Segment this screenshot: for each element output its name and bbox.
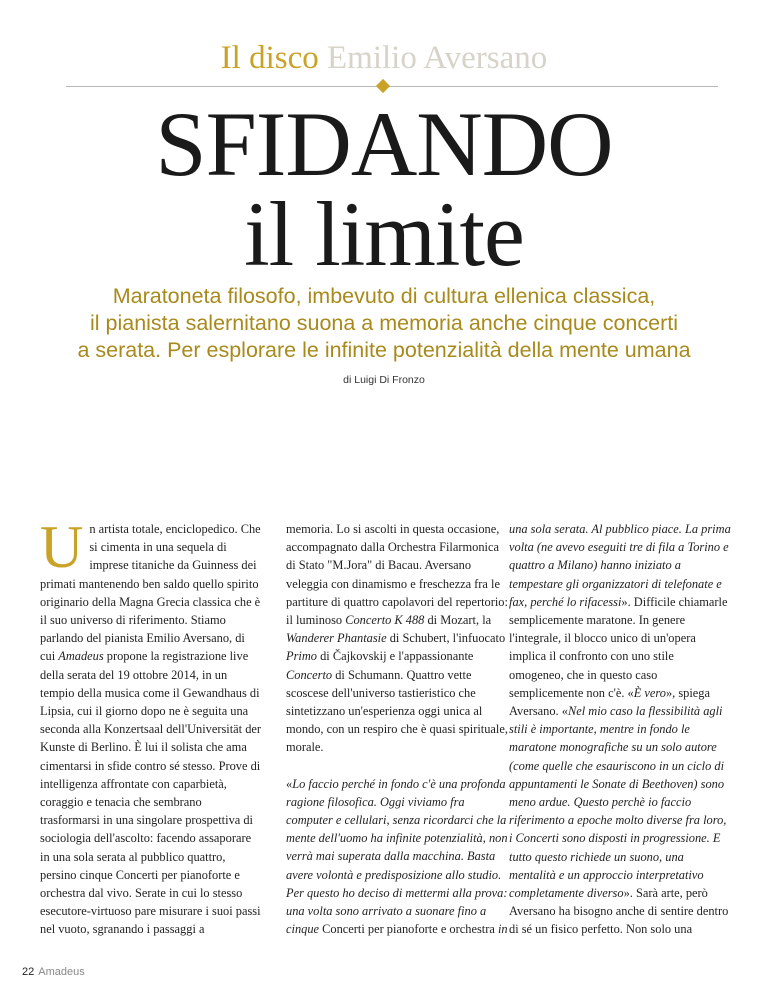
byline: di Luigi Di Fronzo [343, 374, 425, 386]
page-footer [22, 966, 85, 978]
subtitle [40, 283, 728, 364]
section-label: Il disco [220, 40, 319, 76]
subtitle-line: Maratoneta filosofo, imbevuto di cultura ellenica classica, [112, 284, 656, 308]
article-column-2 [286, 520, 508, 938]
article-paragraph: «Lo faccio perché in fondo c'è una profonda ragione filosofica. Oggi viviamo fra computer e cellulari, senza ricordarci che la mente dell'uomo ha infinite potenzialità, non verrà mai superata dalla macchina. Basta avere volontà e predisposizione allo studio. Per questo ho deciso di mettermi alla prova: una volta sono arrivato a suonare fino a cinque Concerti per pianoforte e orchestra in [286, 776, 508, 937]
drop-cap: U [40, 514, 84, 580]
diamond-ornament-icon [376, 79, 390, 93]
headline-line-2: il limite [244, 183, 524, 285]
article-column-3 [509, 520, 731, 939]
section-kicker [0, 38, 768, 78]
headline-line-1: SFIDANDO [155, 93, 613, 195]
header-rule [66, 86, 718, 87]
subtitle-line: il pianista salernitano suona a memoria anche cinque concerti [89, 311, 678, 335]
magazine-name: Amadeus [38, 966, 85, 978]
artist-name: Emilio Aversano [327, 40, 548, 76]
page-number: 22 [22, 966, 35, 978]
subtitle-line: a serata. Per esplorare le infinite potenzialità della mente umana [77, 338, 691, 362]
article-column-1 [40, 514, 262, 939]
article-paragraph: n artista totale, enciclopedico. Che si cimenta in una sequela di imprese titaniche da Guinness dei primati mantenendo ben saldo quello spirito originario della Magna Grecia classica che è il suo universo di riferimento. Stiamo parlando del pianista Emilio Aversano, di cui Amadeus propone la registrazione live della serata del 19 ottobre 2014, in un tempio della musica come il Gewandhaus di Lipsia, cui il giorno dopo ne è seguita una seconda alla Konzertsaal dell'Universität der Kunste di Berlino. È lui il solista che ama cimentarsi in sfide contro sé stesso. Prove di intelligenza affrontate con caparbietà, coraggio e tenacia che sembrano trasformarsi in una singolare prospettiva di sociologia dell'ascolto: facendo assaporare in una sola serata al pubblico quattro, persino cinque Concerti per pianoforte e orchestra dal vivo. Serate in cui lo stesso esecutore-virtuoso pare misurare i suoi passi nel vuoto, sgranando i passaggi a [40, 522, 262, 937]
article-paragraph: memoria. Lo si ascolti in questa occasione, accompagnato dalla Orchestra Filarmonica di Stato "M.Jora" di Bacau. Aversano veleggia con dinamismo e freschezza fra le partiture di quattro capolavori del repertorio: il luminoso Concerto K 488 di Mozart, la Wanderer Phantasie di Schubert, l'infuocato Primo di Čajkovskij e l'appassionante Concerto di Schumann. Quattro vette scoscese dell'universo tastieristico che sintetizzano un'esperienza oggi unica al mondo, con un respiro che è quasi spirituale, morale. [286, 522, 508, 755]
article-paragraph: una sola serata. Al pubblico piace. La prima volta (ne avevo eseguiti tre di fila a Torino e quattro a Milano) hanno iniziato a tempestare gli organizzatori di telefonate e fax, perché lo rifacessi». Difficile chiamarle semplicemente maratone. In genere l'integrale, il blocco unico di un'opera implica il confronto con uno stile omogeneo, che in questo caso semplicemente non c'è. «È vero», spiega Aversano. «Nel mio caso la flessibilità agli stili è importante, mentre in fondo le maratone monografiche su un solo autore (come quelle che esauriscono in un ciclo di appuntamenti le Sonate di Beethoven) sono meno ardue. Questo perchè io faccio riferimento a epoche molto diverse fra loro, i Concerti sono disposti in progressione. E tutto questo richiede un suono, una mentalità e un approccio interpretativo completamente diverso». Sarà arte, però Aversano ha bisogno anche di sentire dentro di sé un fisico perfetto. Non solo una [509, 522, 731, 937]
